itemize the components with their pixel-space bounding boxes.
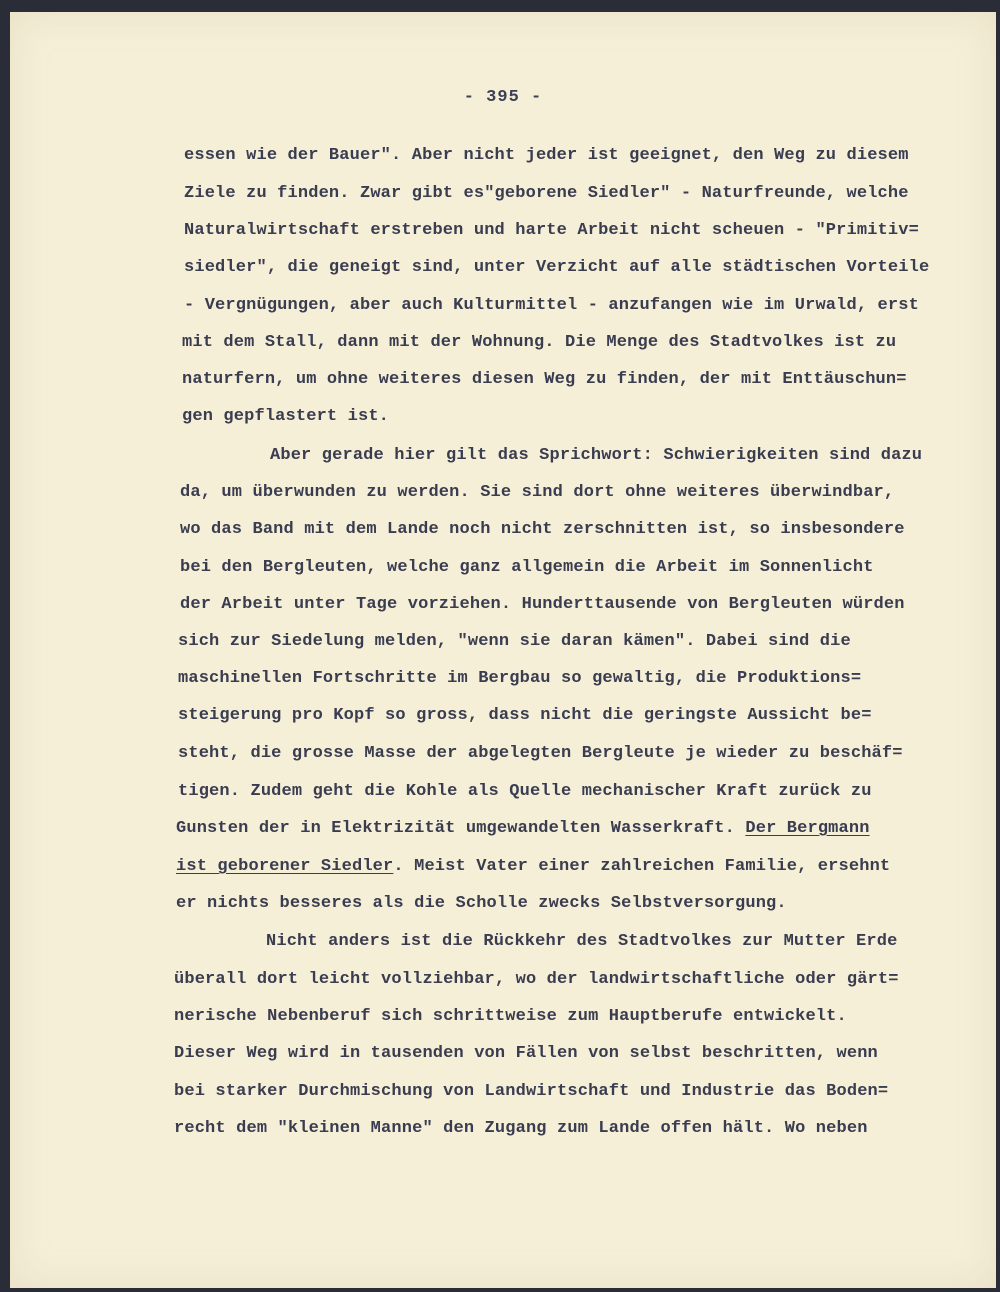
text-line: bei den Bergleuten, welche ganz allgemein die Arbeit im Sonnenlicht <box>180 558 874 577</box>
text-line: recht dem "kleinen Manne" den Zugang zum Lande offen hält. Wo neben <box>174 1119 868 1138</box>
text-line: Nicht anders ist die Rückkehr des Stadtvolkes zur Mutter Erde <box>266 932 898 951</box>
text-line: mit dem Stall, dann mit der Wohnung. Die Menge des Stadtvolkes ist zu <box>182 333 897 352</box>
text-line: da, um überwunden zu werden. Sie sind dort ohne weiteres überwindbar, <box>180 483 895 502</box>
text-line: überall dort leicht vollziehbar, wo der landwirtschaftliche oder gärt= <box>174 970 899 989</box>
text-line: er nichts besseres als die Scholle zwecks Selbstversorgung. <box>176 894 787 913</box>
text-line: siedler", die geneigt sind, unter Verzicht auf alle städtischen Vorteile <box>184 258 930 277</box>
text-line: tigen. Zudem geht die Kohle als Quelle mechanischer Kraft zurück zu <box>178 782 872 801</box>
text-line <box>176 819 870 838</box>
document-page <box>10 12 996 1288</box>
text-line: Naturalwirtschaft erstreben und harte Arbeit nicht scheuen - "Primitiv= <box>184 221 919 240</box>
text-line: Ziele zu finden. Zwar gibt es"geborene Siedler" - Naturfreunde, welche <box>184 184 909 203</box>
text-line: naturfern, um ohne weiteres diesen Weg zu finden, der mit Enttäuschun= <box>182 370 907 389</box>
text-line: wo das Band mit dem Lande noch nicht zerschnitten ist, so insbesondere <box>180 520 905 539</box>
text-line: gen gepflastert ist. <box>182 407 390 426</box>
text-line: sich zur Siedelung melden, "wenn sie daran kämen". Dabei sind die <box>178 632 851 651</box>
text-line: nerische Nebenberuf sich schrittweise zum Hauptberufe entwickelt. <box>174 1007 847 1026</box>
text-line <box>176 857 890 876</box>
text-line: Dieser Weg wird in tausenden von Fällen von selbst beschritten, wenn <box>174 1044 878 1063</box>
text-line: bei starker Durchmischung von Landwirtschaft und Industrie das Boden= <box>174 1082 889 1101</box>
text-line: Aber gerade hier gilt das Sprichwort: Schwierigkeiten sind dazu <box>270 446 923 465</box>
text-line: - Vergnügungen, aber auch Kulturmittel - anzufangen wie im Urwald, erst <box>184 296 919 315</box>
text-line: steht, die grosse Masse der abgelegten Bergleute je wieder zu beschäf= <box>178 744 903 763</box>
text-line: steigerung pro Kopf so gross, dass nicht die geringste Aussicht be= <box>178 706 872 725</box>
text-line: der Arbeit unter Tage vorziehen. Hunderttausende von Bergleuten würden <box>180 595 905 614</box>
underlined-text: ist geborener Siedler <box>176 857 394 876</box>
underlined-text: Der Bergmann <box>745 819 870 838</box>
text-line: maschinellen Fortschritte im Bergbau so gewaltig, die Produktions= <box>178 669 862 688</box>
text-segment: . Meist Vater einer zahlreichen Familie, ersehnt <box>393 857 891 876</box>
text-segment: Gunsten der in Elektrizität umgewandelten Wasserkraft. <box>176 819 735 838</box>
page-number: - 395 - <box>463 88 543 107</box>
text-line: essen wie der Bauer". Aber nicht jeder ist geeignet, den Weg zu diesem <box>184 146 909 165</box>
